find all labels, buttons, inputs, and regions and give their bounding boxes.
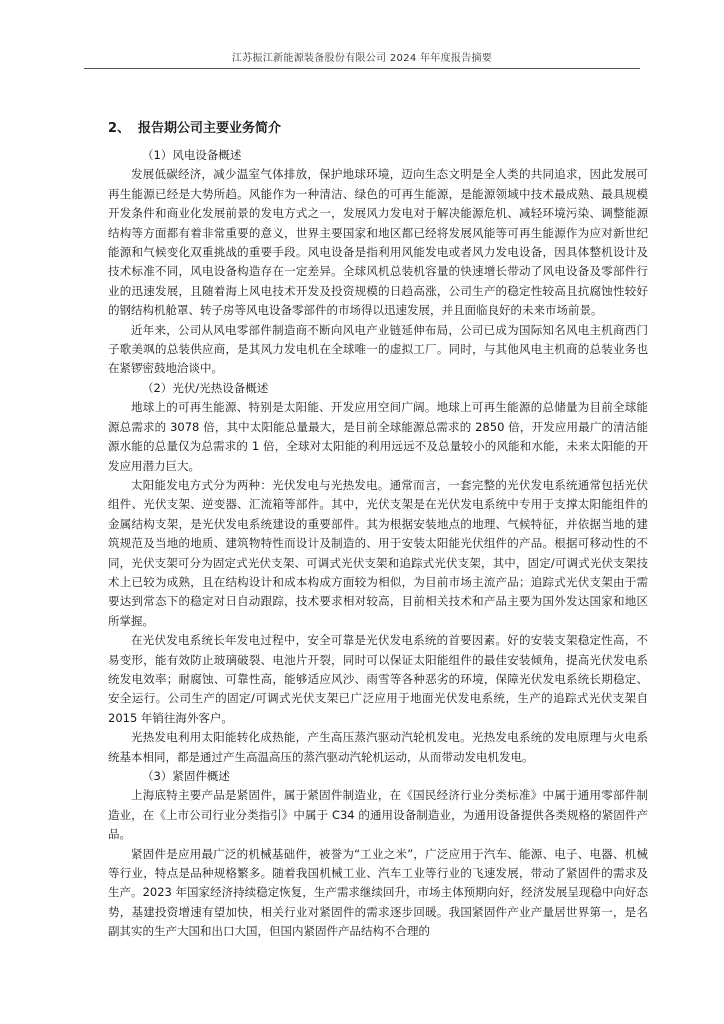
page-content [108, 120, 648, 942]
paragraph: 近年来，公司从风电零部件制造商不断向风电产业链延伸布局，公司已成为国际知名风电主机商西门子歌美飒的总装供应商，是其风力发电机在全球唯一的虚拟工厂。同时，与其他风电主机商的总装业务也在紧锣密鼓地洽谈中。 [108, 322, 648, 376]
paragraph: 太阳能发电方式分为两种：光伏发电与光热发电。通常而言，一套完整的光伏发电系统通常包括光伏组件、光伏支架、逆变器、汇流箱等部件。其中，光伏支架是在光伏发电系统中专用于支撑太阳能组件的金属结构支架，是光伏发电系统建设的重要部件。其为根据安装地点的地理、气候特征，并依据当地的建筑规范及当地的地质、建筑物特性而设计及制造的、用于安装太阳能光伏组件的产品。根据可移动性的不同，光伏支架可分为固定式光伏支架、可调式光伏支架和追踪式光伏支架，其中，固定/可调式光伏支架技术上已较为成熟，且在结构设计和成本构成方面较为相似，为目前市场主流产品；追踪式光伏支架由于需要达到常态下的稳定对日自动跟踪，技术要求相对较高，目前相关技术和产品主要为国外发达国家和地区所掌握。 [108, 477, 648, 628]
subsection-wind [108, 146, 648, 379]
subsection-fasteners [108, 767, 648, 942]
subsection-heading: （2）光伏/光热设备概述 [142, 380, 269, 395]
paragraph: 地球上的可再生能源、特别是太阳能、开发应用空间广阔。地球上可再生能源的总储量为目前全球能源总需求的 3078 倍，其中太阳能总量最大，是目前全球能源总需求的 2850 倍，开发应用最广的清洁能源水能的总量仅为总需求的 1 倍，全球对太阳能的利用远远不及总量较小的风能和水能，未来太阳能的开发应用潜力巨大。 [108, 400, 648, 473]
header-divider [84, 68, 640, 69]
section-heading [108, 120, 648, 137]
section-title: 报告期公司主要业务简介 [138, 121, 282, 136]
paragraph: 紧固件是应用最广泛的机械基础件，被誉为“工业之米”，广泛应用于汽车、能源、电子、电器、机械等行业，特点是品种规格繁多。随着我国机械工业、汽车工业等行业的飞速发展，带动了紧固件的需求及生产。2023 年国家经济持续稳定恢复，生产需求继续回升，市场主体预期向好，经济发展呈现稳中向好态势，基建投资增速有望加快，相关行业对紧固件的需求逐步回暖。我国紧固件产业产量居世界第一，是名副其实的生产大国和出口大国，但国内紧固件产品结构不合理的 [108, 846, 648, 939]
subsection-heading: （3）紧固件概述 [142, 769, 230, 783]
subsection-solar [108, 379, 648, 767]
paragraph: 发展低碳经济，减少温室气体排放，保护地球环境，迈向生态文明是全人类的共同追求，因此发展可再生能源已经是大势所趋。风能作为一种清洁、绿色的可再生能源，是能源领域中技术最成熟、最具规模开发条件和商业化发展前景的发电方式之一，发展风力发电对于解决能源危机、减轻环境污染、调整能源结构等方面都有着非常重要的意义，世界主要国家和地区都已经将发展风能等可再生能源作为应对新世纪能源和气候变化双重挑战的重要手段。风电设备是指利用风能发电或者风力发电设备，因具体整机设计及技术标准不同，风电设备构造存在一定差异。全球风机总装机容量的快速增长带动了风电设备及零部件行业的迅速发展，且随着海上风电技术开发及投资规模的日趋高涨，公司生产的稳定性较高且抗腐蚀性较好的钢结构机舱罩、转子房等风电设备零部件的市场得以迅速发展，并且面临良好的未来市场前景。 [108, 167, 648, 318]
section-number: 2、 [108, 121, 131, 136]
paragraph: 在光伏发电系统长年发电过程中，安全可靠是光伏发电系统的首要因素。好的安装支架稳定性高，不易变形，能有效防止玻璃破裂、电池片开裂，同时可以保证太阳能组件的最佳安装倾角，提高光伏发电系统发电效率；耐腐蚀、可靠性高，能够适应风沙、雨雪等各种恶劣的环境，保障光伏发电系统长期稳定、安全运行。公司生产的固定/可调式光伏支架已广泛应用于地面光伏发电系统，生产的追踪式光伏支架自 2015 年销往海外客户。 [108, 633, 648, 725]
paragraph: 光热发电利用太阳能转化成热能，产生高压蒸汽驱动汽轮机发电。光热发电系统的发电原理与火电系统基本相同，都是通过产生高温高压的蒸汽驱动汽轮机运动，从而带动发电机发电。 [108, 730, 648, 764]
running-header: 江苏振江新能源装备股份有限公司 2024 年年度报告摘要 [231, 53, 493, 64]
paragraph: 上海底特主要产品是紧固件，属于紧固件制造业，在《国民经济行业分类标准》中属于通用零部件制造业，在《上市公司行业分类指引》中属于 C34 的通用设备制造业，为通用设备提供各类规格的紧固件产品。 [108, 788, 648, 842]
subsection-heading: （1）风电设备概述 [142, 148, 242, 162]
